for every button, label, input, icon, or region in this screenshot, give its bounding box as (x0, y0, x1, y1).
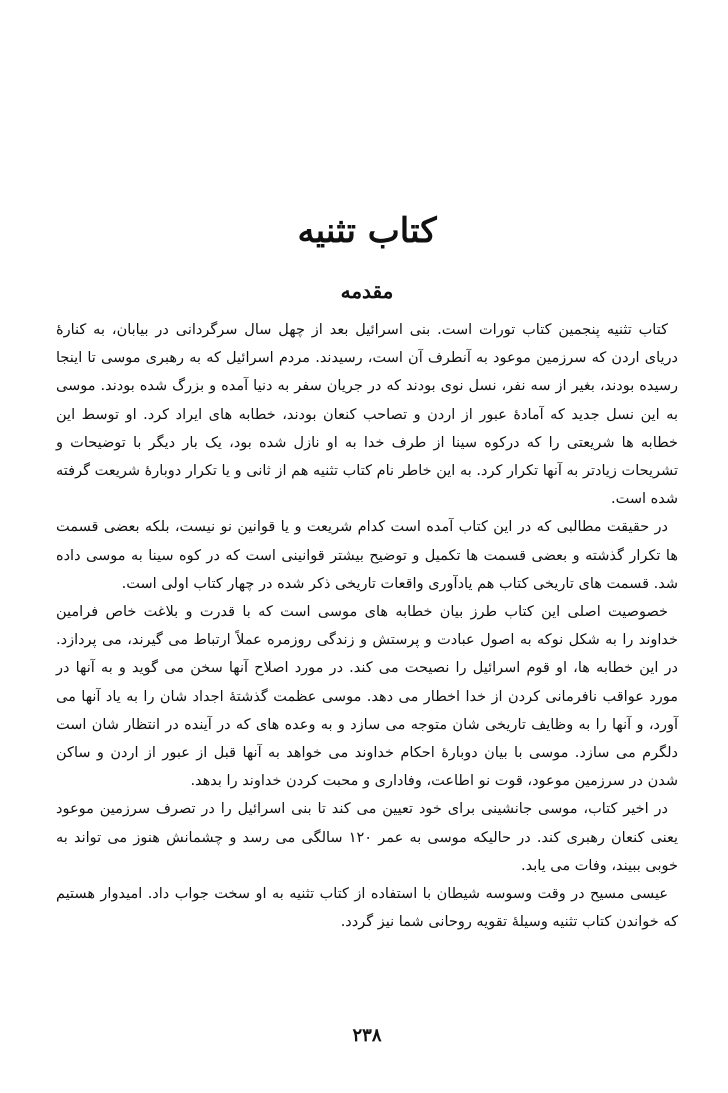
paragraph-2: در حقیقت مطالبی که در این کتاب آمده است کدام شریعت و یا قوانین نو نیست، بلکه بعضی قسمت ها تکرار گذشته و بعضی قسمت ها تکمیل و توضیح بیشتر قوانینی است که در کوه سینا به موسی داده شد. قسمت های تاریخی کتاب هم یادآوری واقعات تاریخی ذکر شده در چهار کتاب اولی است. (56, 519, 678, 592)
paragraph-4: در اخیر کتاب، موسی جانشینی برای خود تعیین می کند تا بنی اسرائیل را در تصرف سرزمین موعود یعنی کنعان رهبری کند. در حالیکه موسی به عمر ۱۲۰ سالگی می رسد و چشمانش هنوز می تواند به خوبی ببیند، وفات می یابد. (56, 801, 678, 874)
document-page (56, 0, 678, 1093)
section-title: مقدمه (340, 279, 394, 303)
paragraph-5: عیسی مسیح در وقت وسوسه شیطان با استفاده از کتاب تثنیه به او سخت جواب داد. امیدوار هستیم که خواندن کتاب تثنیه وسیلهٔ تقویه روحانی شما نیز گردد. (56, 886, 678, 931)
paragraph-1: کتاب تثنیه پنجمین کتاب تورات است. بنی اسرائیل بعد از چهل سال سرگردانی در بیابان، به کنارهٔ دریای اردن که سرزمین موعود به آنطرف آن است، رسیدند. مردم اسرائیل که به رهبری موسی تا اینجا رسیده بودند، بغیر از سه نفر، نسل نوی بودند که در جریان سفر به دنیا آمده و بزرگ شده بودند. موسی به این نسل جدید که آمادهٔ عبور از اردن و تصاحب کنعان بودند، خطابه های ایراد کرد. او توسط این خطابه ها شریعتی را که درکوه سینا از طرف خدا به او نازل شده بود، یک بار دیگر با توضیحات و تشریحات زیادتر به آنها تکرار کرد. به این خاطر نام کتاب تثنیه هم از ثانی و یا تکرار دوبارهٔ شریعت گرفته شده است. (56, 322, 678, 508)
introduction-body (56, 316, 678, 936)
page-number: ۲۳۸ (352, 1025, 382, 1046)
paragraph-3: خصوصیت اصلی این کتاب طرز بیان خطابه های موسی است که با قدرت و بلاغت خاص فرامین خداوند را به شکل نوکه به اصول عبادت و پرستش و زندگی روزمره عملاً ارتباط می گیرند، می پردازد. در این خطابه ها، او قوم اسرائیل را نصیحت می کند. در مورد اصلاح آنها سخن می گوید و به آنها در مورد عواقب نافرمانی کردن از خدا اخطار می دهد. موسی عظمت گذشتهٔ اجداد شان را به یاد آنها می آورد، و آنها را به وظایف تاریخی شان متوجه می سازد و به وعده های که در آینده در انتظار شان است دلگرم می سازد. موسی با بیان دوبارهٔ احکام خداوند می خواهد به آنها قبل از عبور از اردن و ساکن شدن در سرزمین موعود، قوت نو اطاعت، وفاداری و محبت کردن خداوند را بدهد. (56, 604, 678, 790)
book-title: کتاب تثنیه (297, 211, 437, 251)
